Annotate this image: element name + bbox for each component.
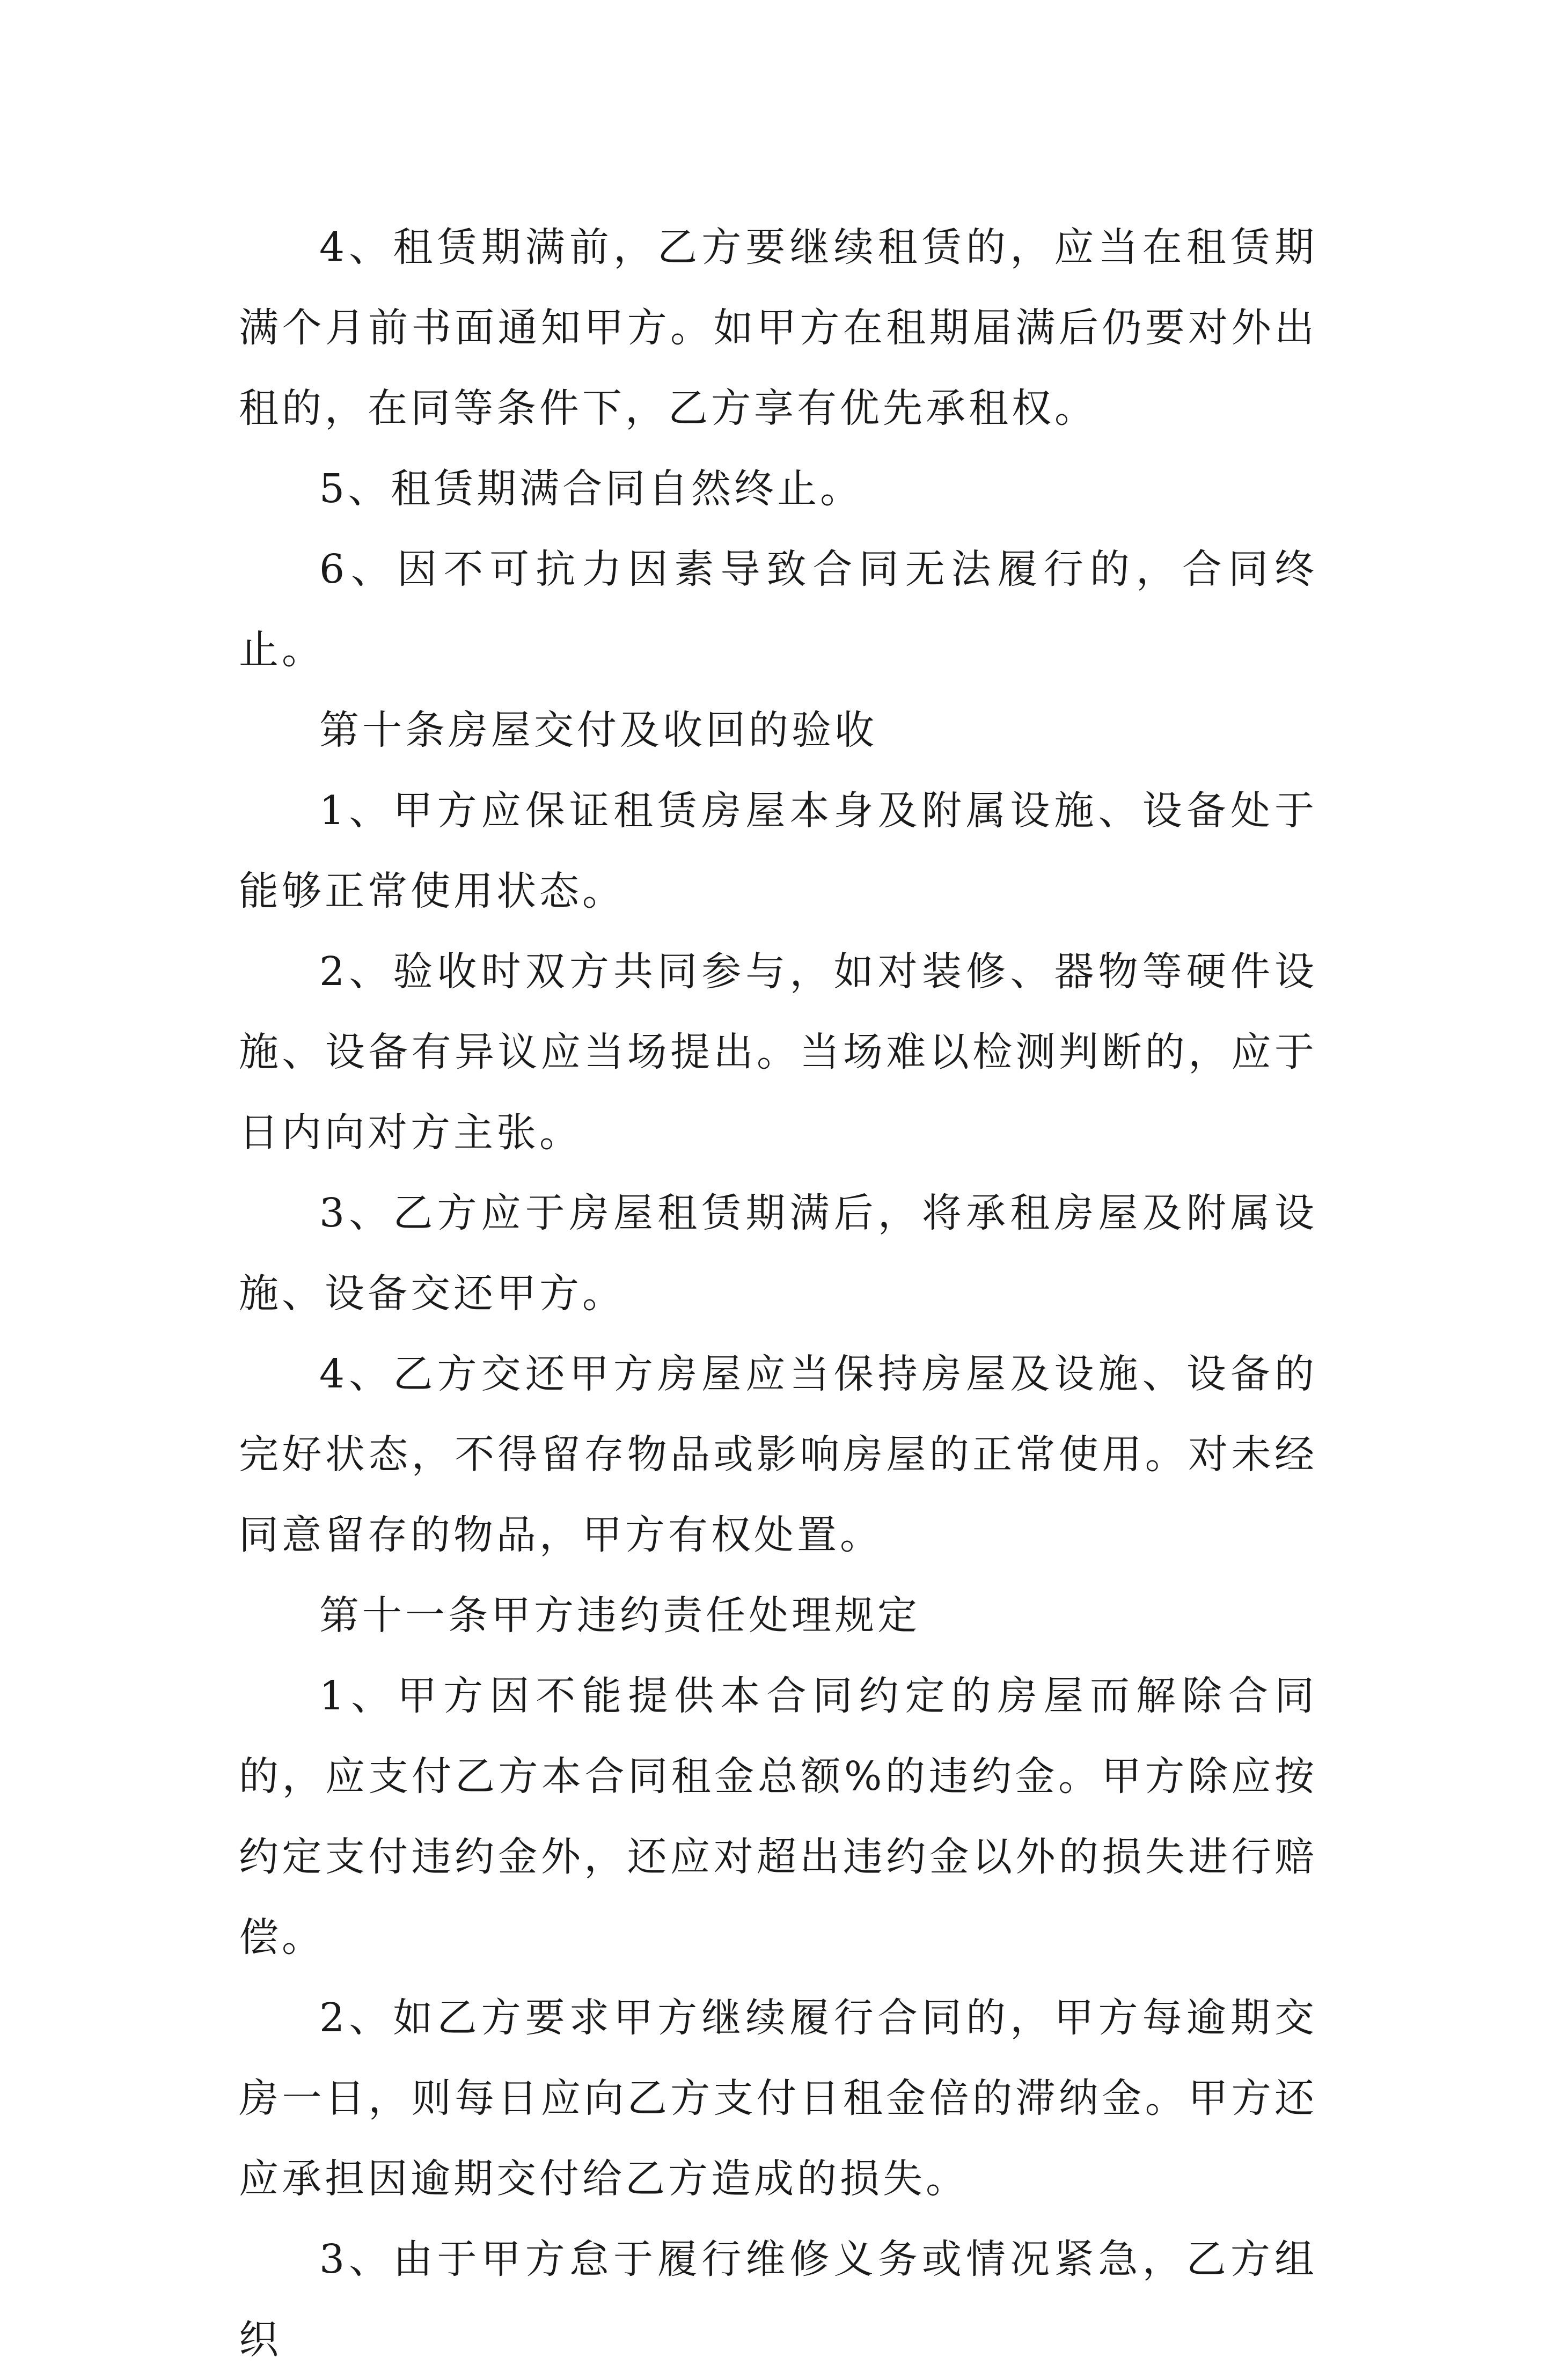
paragraph-article-10-item-1: 1、甲方应保证租赁房屋本身及附属设施、设备处于能够正常使用状态。	[239, 788, 1317, 914]
section-heading-article-11: 第十一条甲方违约责任处理规定	[319, 1592, 920, 1639]
document-body	[239, 207, 1317, 2380]
paragraph-article-11-item-2: 2、如乙方要求甲方继续履行合同的，甲方每逾期交房一日，则每日应向乙方支付日租金倍的滞纳金。甲方还应承担因逾期交付给乙方造成的损失。	[239, 1995, 1317, 2202]
paragraph-force-majeure: 6、因不可抗力因素导致合同无法履行的，合同终止。	[239, 546, 1317, 673]
paragraph-article-10-item-3: 3、乙方应于房屋租赁期满后，将承租房屋及附属设施、设备交还甲方。	[239, 1190, 1317, 1317]
paragraph-lease-renewal: 4、租赁期满前，乙方要继续租赁的，应当在租赁期满个月前书面通知甲方。如甲方在租期届满后仍要对外出租的，在同等条件下，乙方享有优先承租权。	[239, 224, 1317, 431]
paragraph-article-10-item-2: 2、验收时双方共同参与，如对装修、器物等硬件设施、设备有异议应当场提出。当场难以检测判断的，应于日内向对方主张。	[239, 949, 1317, 1156]
paragraph-lease-termination: 5、租赁期满合同自然终止。	[319, 466, 863, 512]
section-heading-article-10: 第十条房屋交付及收回的验收	[319, 707, 877, 753]
paragraph-article-10-item-4: 4、乙方交还甲方房屋应当保持房屋及设施、设备的完好状态，不得留存物品或影响房屋的正常使用。对未经同意留存的物品，甲方有权处置。	[239, 1351, 1317, 1558]
paragraph-article-11-item-3: 3、由于甲方怠于履行维修义务或情况紧急，乙方组织	[239, 2236, 1317, 2363]
paragraph-article-11-item-1: 1、甲方因不能提供本合同约定的房屋而解除合同的，应支付乙方本合同租金总额%的违约金。甲方除应按约定支付违约金外，还应对超出违约金以外的损失进行赔偿。	[239, 1673, 1317, 1960]
